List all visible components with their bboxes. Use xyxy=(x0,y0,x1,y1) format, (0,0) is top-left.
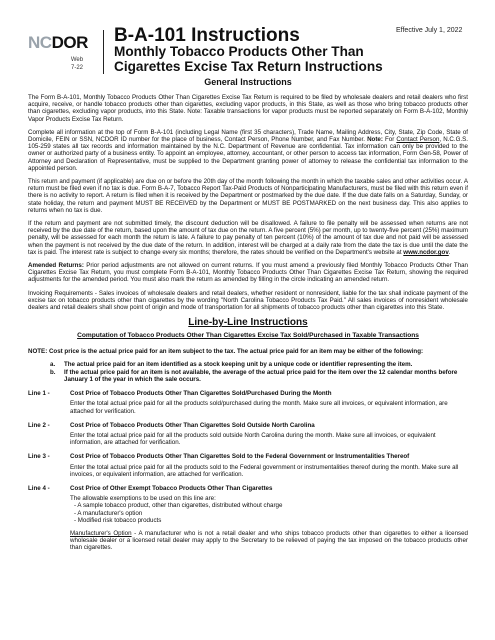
logo-dor: DOR xyxy=(51,33,88,52)
p2-for: For xyxy=(382,136,397,144)
cost-price-options xyxy=(28,361,468,383)
ncdor-logo xyxy=(28,33,96,71)
option-a xyxy=(50,361,468,368)
cost-price-note: NOTE: Cost price is the actual price paid for an item subject to the tax. The actual price paid for an item may be either of the following: xyxy=(28,348,424,356)
line-3-body: Enter the total actual price paid for all the products sold to the Federal government or instrumentalities thereof during the month. Make sure all invoices, or equivalent information, are attached for verification. xyxy=(70,463,459,478)
effective-date: Effective July 1, 2022 xyxy=(396,27,463,34)
line-2-section xyxy=(28,422,468,447)
exemption-item: - A manufacturer's option xyxy=(74,509,143,517)
logo-meta xyxy=(66,56,88,72)
form-subtitle-line-2: Cigarettes Excise Tax Return Instructions xyxy=(114,59,383,74)
line-1-title: Cost Price of Tobacco Products Other Than Cigarettes Sold/Purchased During the Month xyxy=(70,390,332,398)
line-4-section xyxy=(28,485,468,552)
form-title: B-A-101 Instructions xyxy=(114,25,300,46)
logo-date: 7-22 xyxy=(70,65,83,71)
p2-note-label: Note: xyxy=(367,136,383,144)
manufacturers-option-label: Manufacturer's Option xyxy=(70,529,132,537)
p2-contact-person: Contact Person xyxy=(396,136,440,144)
line-1-number: Line 1 - xyxy=(28,390,50,398)
option-a-letter: a. xyxy=(50,361,56,369)
document-body xyxy=(28,77,468,552)
line-4-body xyxy=(28,495,468,551)
line-4-number: Line 4 - xyxy=(28,484,50,492)
general-paragraph-1: The Form B-A-101, Monthly Tobacco Products Other Than Cigarettes Excise Tax Return is required to be filed by wholesale dealers and retail dealers who first acquire, receive, or handle tobacco products other than cigarettes, excluding vapor products, in this State, as well as those who bring tobacco products other than cigarettes, excluding vapor products, into this State. Note: Taxable transactions for vapor products must be reported separately on Form B-A-102, Monthly Vapor Products Excise Tax Return. xyxy=(28,94,468,123)
option-b-letter: b. xyxy=(50,368,56,376)
form-subtitle xyxy=(114,44,383,74)
line-3-number: Line 3 - xyxy=(28,453,50,461)
amended-returns-label: Amended Returns: xyxy=(28,262,84,270)
p4-text-a: If the return and payment are not submitted timely, the discount deduction will be disallowed. A failure to file penalty will be assessed when returns are not received by the due date of the return, based upon the amount of tax due on the return. A five percent (5%) per month, up to twenty-five percent (25%) maximum penalty, will be assessed for each month the return is late. A failure to pay penalty of ten percent (10%) of the amount of tax due and not paid will be assessed when the payment is not received by the due date of the return. In addition, interest will be charged at a daily rate from the date the tax is due until the date the tax is paid. The interest rate is subject to change every six months; therefore, the rates should be verified on the Department's website at xyxy=(28,220,468,256)
p2-text-b: , N.C.G.S. 105-259 states all tax records and information maintained by the N.C. Department of Revenue are confidential. Tax information can only be provided to the owner or authorized party of a business entity. To appoint an employee, attorney, accountant, or other person to access tax information, Form Gen-58, Power of Attorney and Declaration of Representative, must be supplied to the Department granting power of attorney to release the confidential tax information to the appointed person. xyxy=(28,136,468,172)
general-heading: General Instructions xyxy=(204,77,292,87)
logo-nc: NC xyxy=(28,33,52,52)
line-3-title: Cost Price of Tobacco Products Other Than Cigarettes Sold to the Federal Government or Instrumentalities Thereof xyxy=(70,453,410,461)
amended-returns-text: Prior period adjustments are not allowed on current returns. If you must amend a previously filed Monthly Tobacco Products Other Than Cigarettes Excise Tax Return, you must complete Form B-A-101, Monthly Tobacco Products Other Than Cigarettes Excise Tax Return, showing the required adjustments for the amended period. You must also mark the return as amended by filling in the circle indicating an amended return. xyxy=(28,262,468,284)
manufacturers-option-paragraph xyxy=(70,530,468,552)
p4-text-b: . xyxy=(448,248,451,256)
amended-returns-paragraph xyxy=(28,262,468,284)
header-divider xyxy=(103,30,104,74)
option-b xyxy=(50,369,468,383)
line-2-body: Enter the total actual price paid for all the products sold outside North Carolina during the month. Make sure all invoices, or equivalent information, are attached for verification. xyxy=(70,431,436,447)
line-by-line-heading: Line-by-Line Instructions xyxy=(188,317,308,329)
line-1-section xyxy=(28,390,468,415)
exemption-item: - A sample tobacco product, other than cigarettes, distributed without charge xyxy=(74,502,283,510)
general-paragraph-2 xyxy=(28,129,468,172)
logo-web-label: Web xyxy=(70,57,84,63)
exemption-item: - Modified risk tobacco products xyxy=(74,516,162,524)
general-paragraph-4 xyxy=(28,220,468,256)
line-1-body: Enter the total actual price paid for all the products sold/purchased during the month. Make sure all invoices, or equivalent information, are attached for verification. xyxy=(70,400,448,415)
general-paragraph-3: This return and payment (if applicable) are due on or before the 20th day of the month following the month in which the taxable sales and other activities occur. A return must be filed even if no tax is due. Form B-A-7, Tobacco Report Tax-Paid Products of Nonparticipating Manufacturers, must be filed with this return even if there is no activity to report. A return is filed when it is received by the Department or postmarked by the due date. If the due date falls on a Saturday, Sunday, or state holiday, the return and payment MUST BE RECEIVED by the Department or MUST BE POSTMARKED on the next business day. This also applies to returns when no tax is due. xyxy=(28,178,468,214)
line-2-title: Cost Price of Tobacco Products Other Than Cigarettes Sold Outside North Carolina xyxy=(70,421,315,429)
line-4-intro: The allowable exemptions to be used on this line are: xyxy=(70,495,216,503)
line-4-title: Cost Price of Other Exempt Tobacco Products Other Than Cigarettes xyxy=(70,484,273,492)
p2-text-a: Complete all information at the top of Form B-A-101 (including Legal Name (first 35 characters), Trade Name, Mailing Address, City, State, Zip Code, State of Domicile, FEIN or SSN, NCDOR ID number for the place of business, Contact Person, Phone Number, and Fax Number. xyxy=(28,128,468,144)
option-b-text: If the actual price paid for an item is not available, the average of the actual price paid for the item over the 12 calendar months before January 1 of the year in which the sale occurs. xyxy=(64,368,458,383)
line-3-section xyxy=(28,453,468,478)
manufacturers-option-text: - A manufacturer who is not a retail dealer and who ships tobacco products other than cigarettes to either a licensed wholesale dealer or a licensed retail dealer may apply to the Secretary to be relieved of paying the tax imposed on the tobacco products other than cigarettes. xyxy=(70,529,468,552)
line-2-number: Line 2 - xyxy=(28,421,50,429)
computation-subheading: Computation of Tobacco Products Other Than Cigarettes Excise Tax Sold/Purchased in Taxable Transactions xyxy=(77,332,419,340)
option-a-text: The actual price paid for an item identified as a stock keeping unit by a unique code or identifier representing the item. xyxy=(64,361,413,369)
form-subtitle-line-1: Monthly Tobacco Products Other Than xyxy=(114,44,364,59)
invoicing-paragraph: Invoicing Requirements - Sales invoices of wholesale dealers and retail dealers, whether resident or nonresident, liable for the tax shall indicate payment of the excise tax on tobacco products other than cigarettes by the wording "North Carolina Tobacco Products Tax Paid." All sales invoices of nonresident wholesale dealers and retail dealers shall show point of origin and mode of transportation for all shipments of tobacco products other than cigarettes into this State. xyxy=(28,289,468,312)
ncdor-website-link[interactable]: www.ncdor.gov xyxy=(403,248,449,256)
